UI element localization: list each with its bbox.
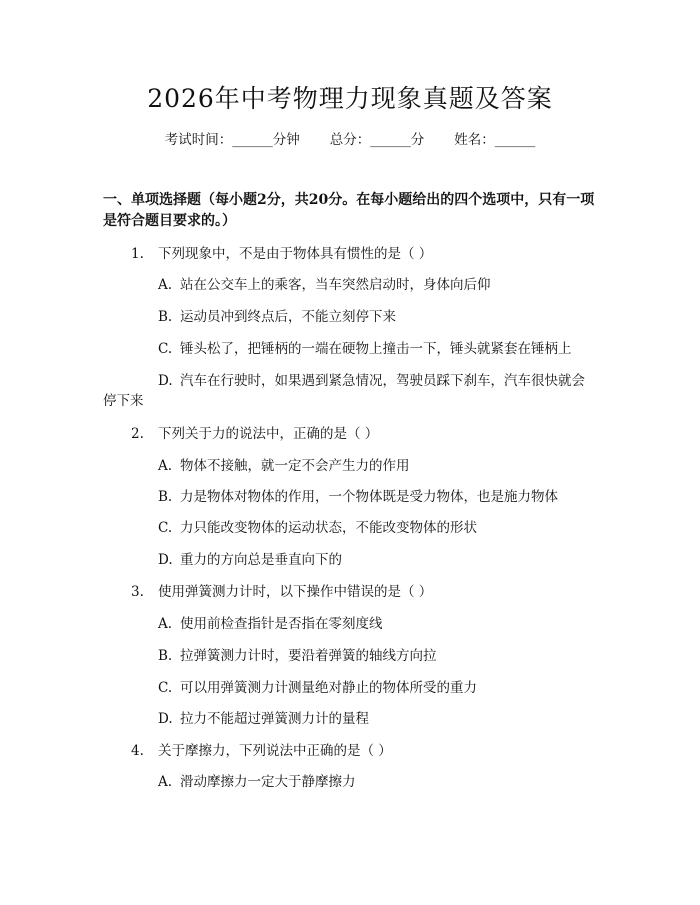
- question-4-option-a: [158, 772, 356, 792]
- option-letter: D.: [158, 373, 173, 389]
- question-text: 下列现象中，不是由于物体具有惯性的是（ ）: [158, 246, 433, 262]
- question-2-option-d: [158, 550, 342, 570]
- question-number: 2.: [131, 426, 144, 442]
- question-1-option-c: [158, 339, 572, 359]
- option-letter: A.: [158, 277, 173, 293]
- option-letter: A.: [158, 458, 173, 474]
- time-label: 考试时间：: [164, 132, 233, 148]
- question-2-option-c: [158, 518, 477, 538]
- option-text: 力是物体对物体的作用，一个物体既是受力物体，也是施力物体: [180, 489, 558, 505]
- time-blank: ______: [232, 132, 273, 148]
- question-2: [131, 424, 378, 444]
- question-2-option-a: [158, 456, 410, 476]
- section-heading: 一、单项选择题（每小题2分，共20分。在每小题给出的四个选项中，只有一项是符合题目要求的。）: [103, 192, 595, 229]
- question-1-option-d: [103, 371, 593, 411]
- option-letter: B.: [158, 489, 173, 505]
- option-letter: B.: [158, 309, 173, 325]
- question-number: 4.: [131, 743, 144, 759]
- page-title: 2026年中考物理力现象真题及答案: [147, 84, 553, 113]
- score-unit: 分: [410, 132, 425, 148]
- score-blank: ______: [370, 132, 411, 148]
- option-letter: D.: [158, 711, 173, 727]
- option-text: 滑动摩擦力一定大于静摩擦力: [180, 774, 356, 790]
- time-unit: 分钟: [272, 132, 300, 148]
- option-text: 锤头松了，把锤柄的一端在硬物上撞击一下，锤头就紧套在锤柄上: [180, 341, 572, 357]
- question-1: [131, 244, 432, 264]
- question-2-option-b: [158, 487, 558, 507]
- question-text: 关于摩擦力，下列说法中正确的是（ ）: [158, 743, 392, 759]
- question-number: 1.: [131, 246, 144, 262]
- option-letter: A.: [158, 774, 173, 790]
- option-letter: C.: [158, 341, 173, 357]
- option-letter: C.: [158, 680, 173, 696]
- option-letter: C.: [158, 520, 173, 536]
- option-letter: D.: [158, 552, 173, 568]
- question-4: [131, 741, 392, 761]
- option-letter: A.: [158, 616, 173, 632]
- option-text: 运动员冲到终点后，不能立刻停下来: [180, 309, 396, 325]
- question-3: [131, 582, 432, 602]
- option-text: 重力的方向总是垂直向下的: [180, 552, 342, 568]
- question-3-option-a: [158, 614, 383, 634]
- question-3-option-c: [158, 678, 477, 698]
- option-text: 使用前检查指针是否指在零刻度线: [180, 616, 383, 632]
- option-text: 物体不接触，就一定不会产生力的作用: [180, 458, 410, 474]
- option-text: 可以用弹簧测力计测量绝对静止的物体所受的重力: [180, 680, 477, 696]
- option-text: 汽车在行驶时，如果遇到紧急情况，驾驶员踩下刹车，汽车很快就会停下来: [103, 373, 585, 409]
- question-3-option-d: [158, 709, 369, 729]
- option-letter: B.: [158, 648, 173, 664]
- question-1-option-a: [158, 275, 491, 295]
- option-text: 力只能改变物体的运动状态，不能改变物体的形状: [180, 520, 477, 536]
- question-3-option-b: [158, 646, 437, 666]
- name-blank: ______: [494, 132, 536, 148]
- name-label: 姓名：: [454, 132, 495, 148]
- question-text: 使用弹簧测力计时，以下操作中错误的是（ ）: [158, 584, 433, 600]
- exam-meta-line: [0, 130, 700, 150]
- question-text: 下列关于力的说法中，正确的是（ ）: [158, 426, 379, 442]
- score-label: 总分：: [329, 132, 371, 148]
- question-number: 3.: [131, 584, 144, 600]
- option-text: 站在公交车上的乘客，当车突然启动时，身体向后仰: [180, 277, 491, 293]
- option-text: 拉力不能超过弹簧测力计的量程: [180, 711, 369, 727]
- option-text: 拉弹簧测力计时，要沿着弹簧的轴线方向拉: [180, 648, 437, 664]
- question-1-option-b: [158, 307, 396, 327]
